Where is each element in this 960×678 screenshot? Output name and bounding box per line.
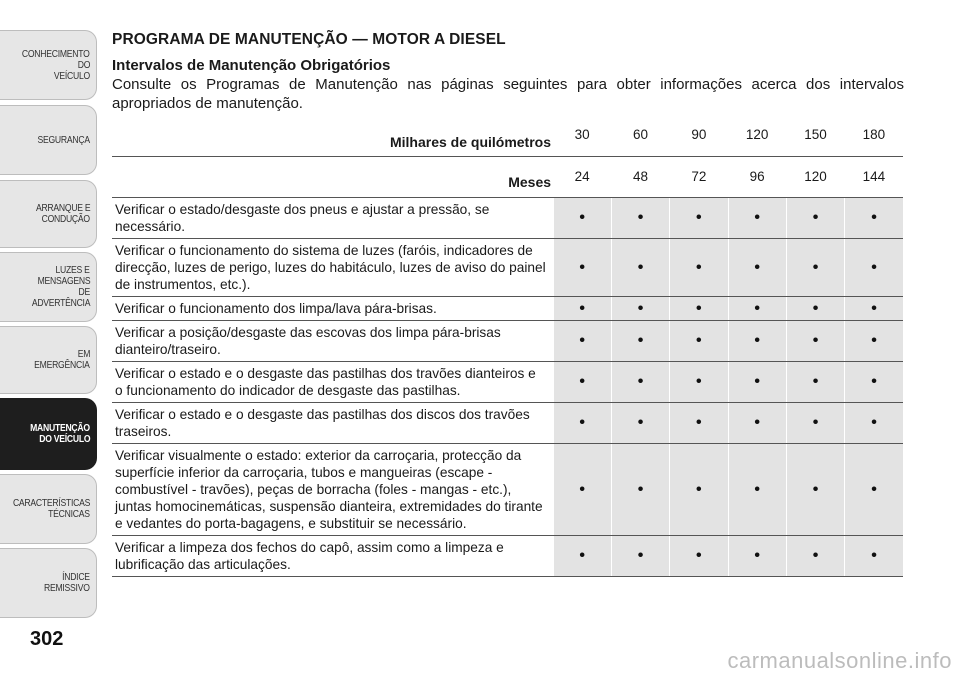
page-number: 302 xyxy=(30,628,64,650)
interval-mark-cell xyxy=(670,403,728,444)
chapter-tab-label: LUZES E xyxy=(55,264,90,276)
interval-mark-cell xyxy=(670,321,728,362)
km-value: 150 xyxy=(786,121,844,157)
interval-mark-cell xyxy=(786,297,844,321)
interval-mark-cell xyxy=(728,403,786,444)
km-header-row xyxy=(112,121,903,157)
bullet-dot-icon: • xyxy=(696,209,702,226)
interval-mark-cell xyxy=(728,536,786,577)
interval-mark-cell xyxy=(845,198,903,239)
interval-mark-cell xyxy=(553,297,611,321)
bullet-dot-icon: • xyxy=(754,299,760,317)
bullet-dot-icon: • xyxy=(579,258,585,276)
bullet-dot-icon: • xyxy=(637,373,644,390)
months-value: 72 xyxy=(670,157,728,198)
bullet-dot-icon: • xyxy=(812,373,819,390)
interval-mark-cell xyxy=(553,362,611,403)
chapter-tab-label: EMERGÊNCIA xyxy=(34,359,90,371)
interval-mark-cell xyxy=(611,362,669,403)
chapter-tab-label: DO xyxy=(77,58,90,71)
chapter-tab-label: CARACTERÍSTICAS xyxy=(12,497,90,509)
months-value: 48 xyxy=(611,157,669,198)
bullet-dot-icon: • xyxy=(812,258,819,276)
bullet-dot-icon: • xyxy=(754,332,760,349)
chapter-tab-label: VEÍCULO xyxy=(53,69,90,82)
interval-mark-cell xyxy=(670,198,728,239)
chapter-tab-8[interactable] xyxy=(0,548,97,618)
km-value: 60 xyxy=(611,121,669,157)
bullet-dot-icon: • xyxy=(579,373,585,390)
bullet-dot-icon: • xyxy=(812,299,819,317)
bullet-dot-icon: • xyxy=(637,480,644,498)
bullet-dot-icon: • xyxy=(696,414,702,431)
chapter-tab-7[interactable] xyxy=(0,474,97,544)
interval-mark-cell xyxy=(670,536,728,577)
maintenance-item: Verificar a posição/desgaste das escovas dos limpa pára-brisas dianteiro/traseiro. xyxy=(112,321,553,362)
table-row xyxy=(112,536,903,577)
maintenance-item: Verificar o estado/desgaste dos pneus e ajustar a pressão, se necessário. xyxy=(112,198,553,239)
bullet-dot-icon: • xyxy=(579,480,585,498)
interval-mark-cell xyxy=(728,362,786,403)
interval-mark-cell xyxy=(611,536,669,577)
months-value: 144 xyxy=(845,157,903,198)
chapter-tab-label: REMISSIVO xyxy=(44,582,90,594)
bullet-dot-icon: • xyxy=(696,332,702,349)
table-row xyxy=(112,239,903,297)
table-row xyxy=(112,444,903,536)
interval-mark-cell xyxy=(553,239,611,297)
interval-mark-cell xyxy=(611,198,669,239)
interval-mark-cell xyxy=(670,444,728,536)
months-value: 24 xyxy=(553,157,611,198)
maintenance-item: Verificar visualmente o estado: exterior da carroçaria, protecção da superfície inferior da carroçaria, tubos e mangueiras (escape - combustível - travões), peças de borracha (foles - mangas - etc.), juntas homocinemáticas, suspensão dianteira, extremidades do tirante e vedantes do porta-bagagens, e substituir se necessário. xyxy=(112,444,553,536)
table-row xyxy=(112,403,903,444)
interval-mark-cell xyxy=(786,444,844,536)
chapter-tab-label: TÉCNICAS xyxy=(48,508,90,520)
bullet-dot-icon: • xyxy=(754,258,760,276)
bullet-dot-icon: • xyxy=(754,373,760,390)
maintenance-schedule-table xyxy=(112,121,903,577)
bullet-dot-icon: • xyxy=(812,547,819,564)
interval-mark-cell xyxy=(611,239,669,297)
km-value: 90 xyxy=(670,121,728,157)
bullet-dot-icon: • xyxy=(696,299,702,317)
interval-mark-cell xyxy=(786,403,844,444)
interval-mark-cell xyxy=(553,536,611,577)
bullet-dot-icon: • xyxy=(871,299,877,317)
bullet-dot-icon: • xyxy=(812,332,819,349)
bullet-dot-icon: • xyxy=(812,209,819,226)
interval-mark-cell xyxy=(845,536,903,577)
bullet-dot-icon: • xyxy=(871,480,877,498)
maintenance-item: Verificar o funcionamento do sistema de luzes (faróis, indicadores de direcção, luzes de perigo, luzes do habitáculo, luzes de aviso do painel de instrumentos, etc.). xyxy=(112,239,553,297)
bullet-dot-icon: • xyxy=(579,299,585,317)
interval-mark-cell xyxy=(786,198,844,239)
bullet-dot-icon: • xyxy=(579,414,585,431)
interval-mark-cell xyxy=(845,444,903,536)
chapter-tab-label: EM xyxy=(77,348,90,360)
interval-mark-cell xyxy=(728,321,786,362)
chapter-tab-label: DO VEÍCULO xyxy=(38,433,90,445)
interval-mark-cell xyxy=(611,403,669,444)
table-row xyxy=(112,297,903,321)
interval-mark-cell xyxy=(611,297,669,321)
bullet-dot-icon: • xyxy=(637,258,644,276)
bullet-dot-icon: • xyxy=(754,414,760,431)
interval-mark-cell xyxy=(553,403,611,444)
table-row xyxy=(112,362,903,403)
bullet-dot-icon: • xyxy=(754,547,760,564)
chapter-tab-3[interactable] xyxy=(0,180,97,248)
interval-mark-cell xyxy=(845,362,903,403)
maintenance-item: Verificar o estado e o desgaste das pastilhas dos travões dianteiros e o funcionamento do indicador de desgaste das pastilhas. xyxy=(112,362,553,403)
chapter-tab-label: SEGURANÇA xyxy=(37,133,90,146)
interval-mark-cell xyxy=(845,403,903,444)
bullet-dot-icon: • xyxy=(696,480,702,498)
bullet-dot-icon: • xyxy=(637,332,644,349)
bullet-dot-icon: • xyxy=(696,258,702,276)
interval-mark-cell xyxy=(786,321,844,362)
chapter-tab-2[interactable] xyxy=(0,105,97,175)
km-value: 30 xyxy=(553,121,611,157)
table-row xyxy=(112,198,903,239)
bullet-dot-icon: • xyxy=(637,299,644,317)
bullet-dot-icon: • xyxy=(871,414,877,431)
bullet-dot-icon: • xyxy=(696,547,702,564)
chapter-tab-label: DE xyxy=(78,286,90,298)
bullet-dot-icon: • xyxy=(696,373,702,390)
bullet-dot-icon: • xyxy=(637,547,644,564)
bullet-dot-icon: • xyxy=(871,373,877,390)
chapter-tab-label: CONHECIMENTO xyxy=(22,47,90,60)
interval-mark-cell xyxy=(786,536,844,577)
km-value: 120 xyxy=(728,121,786,157)
chapter-tab-label: MENSAGENS xyxy=(37,275,90,287)
chapter-tab-label: ÍNDICE xyxy=(62,571,90,583)
months-value: 96 xyxy=(728,157,786,198)
chapter-tab-label: ARRANQUE E xyxy=(35,202,90,214)
chapter-tab-4[interactable] xyxy=(0,252,97,322)
intro-paragraph: Consulte os Programas de Manutenção nas páginas seguintes para obter informações acerca dos intervalos apropriados de manutenção. xyxy=(112,76,904,112)
bullet-dot-icon: • xyxy=(579,332,585,349)
section-subtitle: Intervalos de Manutenção Obrigatórios xyxy=(112,57,391,74)
interval-mark-cell xyxy=(786,239,844,297)
bullet-dot-icon: • xyxy=(812,414,819,431)
interval-mark-cell xyxy=(728,444,786,536)
chapter-tabs xyxy=(0,0,102,678)
interval-mark-cell xyxy=(553,198,611,239)
bullet-dot-icon: • xyxy=(812,480,819,498)
maintenance-item: Verificar o funcionamento dos limpa/lava pára-brisas. xyxy=(112,297,553,321)
interval-mark-cell xyxy=(845,239,903,297)
chapter-tab-5[interactable] xyxy=(0,326,97,394)
watermark: carmanualsonline.info xyxy=(727,648,952,673)
bullet-dot-icon: • xyxy=(871,547,877,564)
chapter-tab-label: ADVERTÊNCIA xyxy=(31,297,90,309)
bullet-dot-icon: • xyxy=(579,547,585,564)
chapter-tab-1[interactable] xyxy=(0,30,97,100)
section-title: PROGRAMA DE MANUTENÇÃO — MOTOR A DIESEL xyxy=(112,31,506,48)
interval-mark-cell xyxy=(845,297,903,321)
months-header-row xyxy=(112,157,903,198)
interval-mark-cell xyxy=(670,297,728,321)
maintenance-item: Verificar o estado e o desgaste das pastilhas dos discos dos travões traseiros. xyxy=(112,403,553,444)
months-value: 120 xyxy=(786,157,844,198)
interval-mark-cell xyxy=(611,321,669,362)
bullet-dot-icon: • xyxy=(754,480,760,498)
interval-mark-cell xyxy=(670,362,728,403)
chapter-tab-label: CONDUÇÃO xyxy=(41,213,90,225)
km-header-label: Milhares de quilómetros xyxy=(112,121,553,157)
interval-mark-cell xyxy=(611,444,669,536)
interval-mark-cell xyxy=(553,321,611,362)
interval-mark-cell xyxy=(786,362,844,403)
km-value: 180 xyxy=(845,121,903,157)
bullet-dot-icon: • xyxy=(871,258,877,276)
interval-mark-cell xyxy=(553,444,611,536)
months-header-label: Meses xyxy=(112,157,553,198)
interval-mark-cell xyxy=(728,239,786,297)
bullet-dot-icon: • xyxy=(637,209,644,226)
chapter-tab-6[interactable] xyxy=(0,398,97,470)
interval-mark-cell xyxy=(728,198,786,239)
bullet-dot-icon: • xyxy=(871,332,877,349)
interval-mark-cell xyxy=(728,297,786,321)
interval-mark-cell xyxy=(670,239,728,297)
bullet-dot-icon: • xyxy=(754,209,760,226)
table-row xyxy=(112,321,903,362)
bullet-dot-icon: • xyxy=(579,209,585,226)
maintenance-item: Verificar a limpeza dos fechos do capô, assim como a limpeza e lubrificação das articulações. xyxy=(112,536,553,577)
bullet-dot-icon: • xyxy=(637,414,644,431)
interval-mark-cell xyxy=(845,321,903,362)
chapter-tab-label: MANUTENÇÃO xyxy=(30,422,90,434)
bullet-dot-icon: • xyxy=(871,209,877,226)
page-content xyxy=(112,30,904,113)
